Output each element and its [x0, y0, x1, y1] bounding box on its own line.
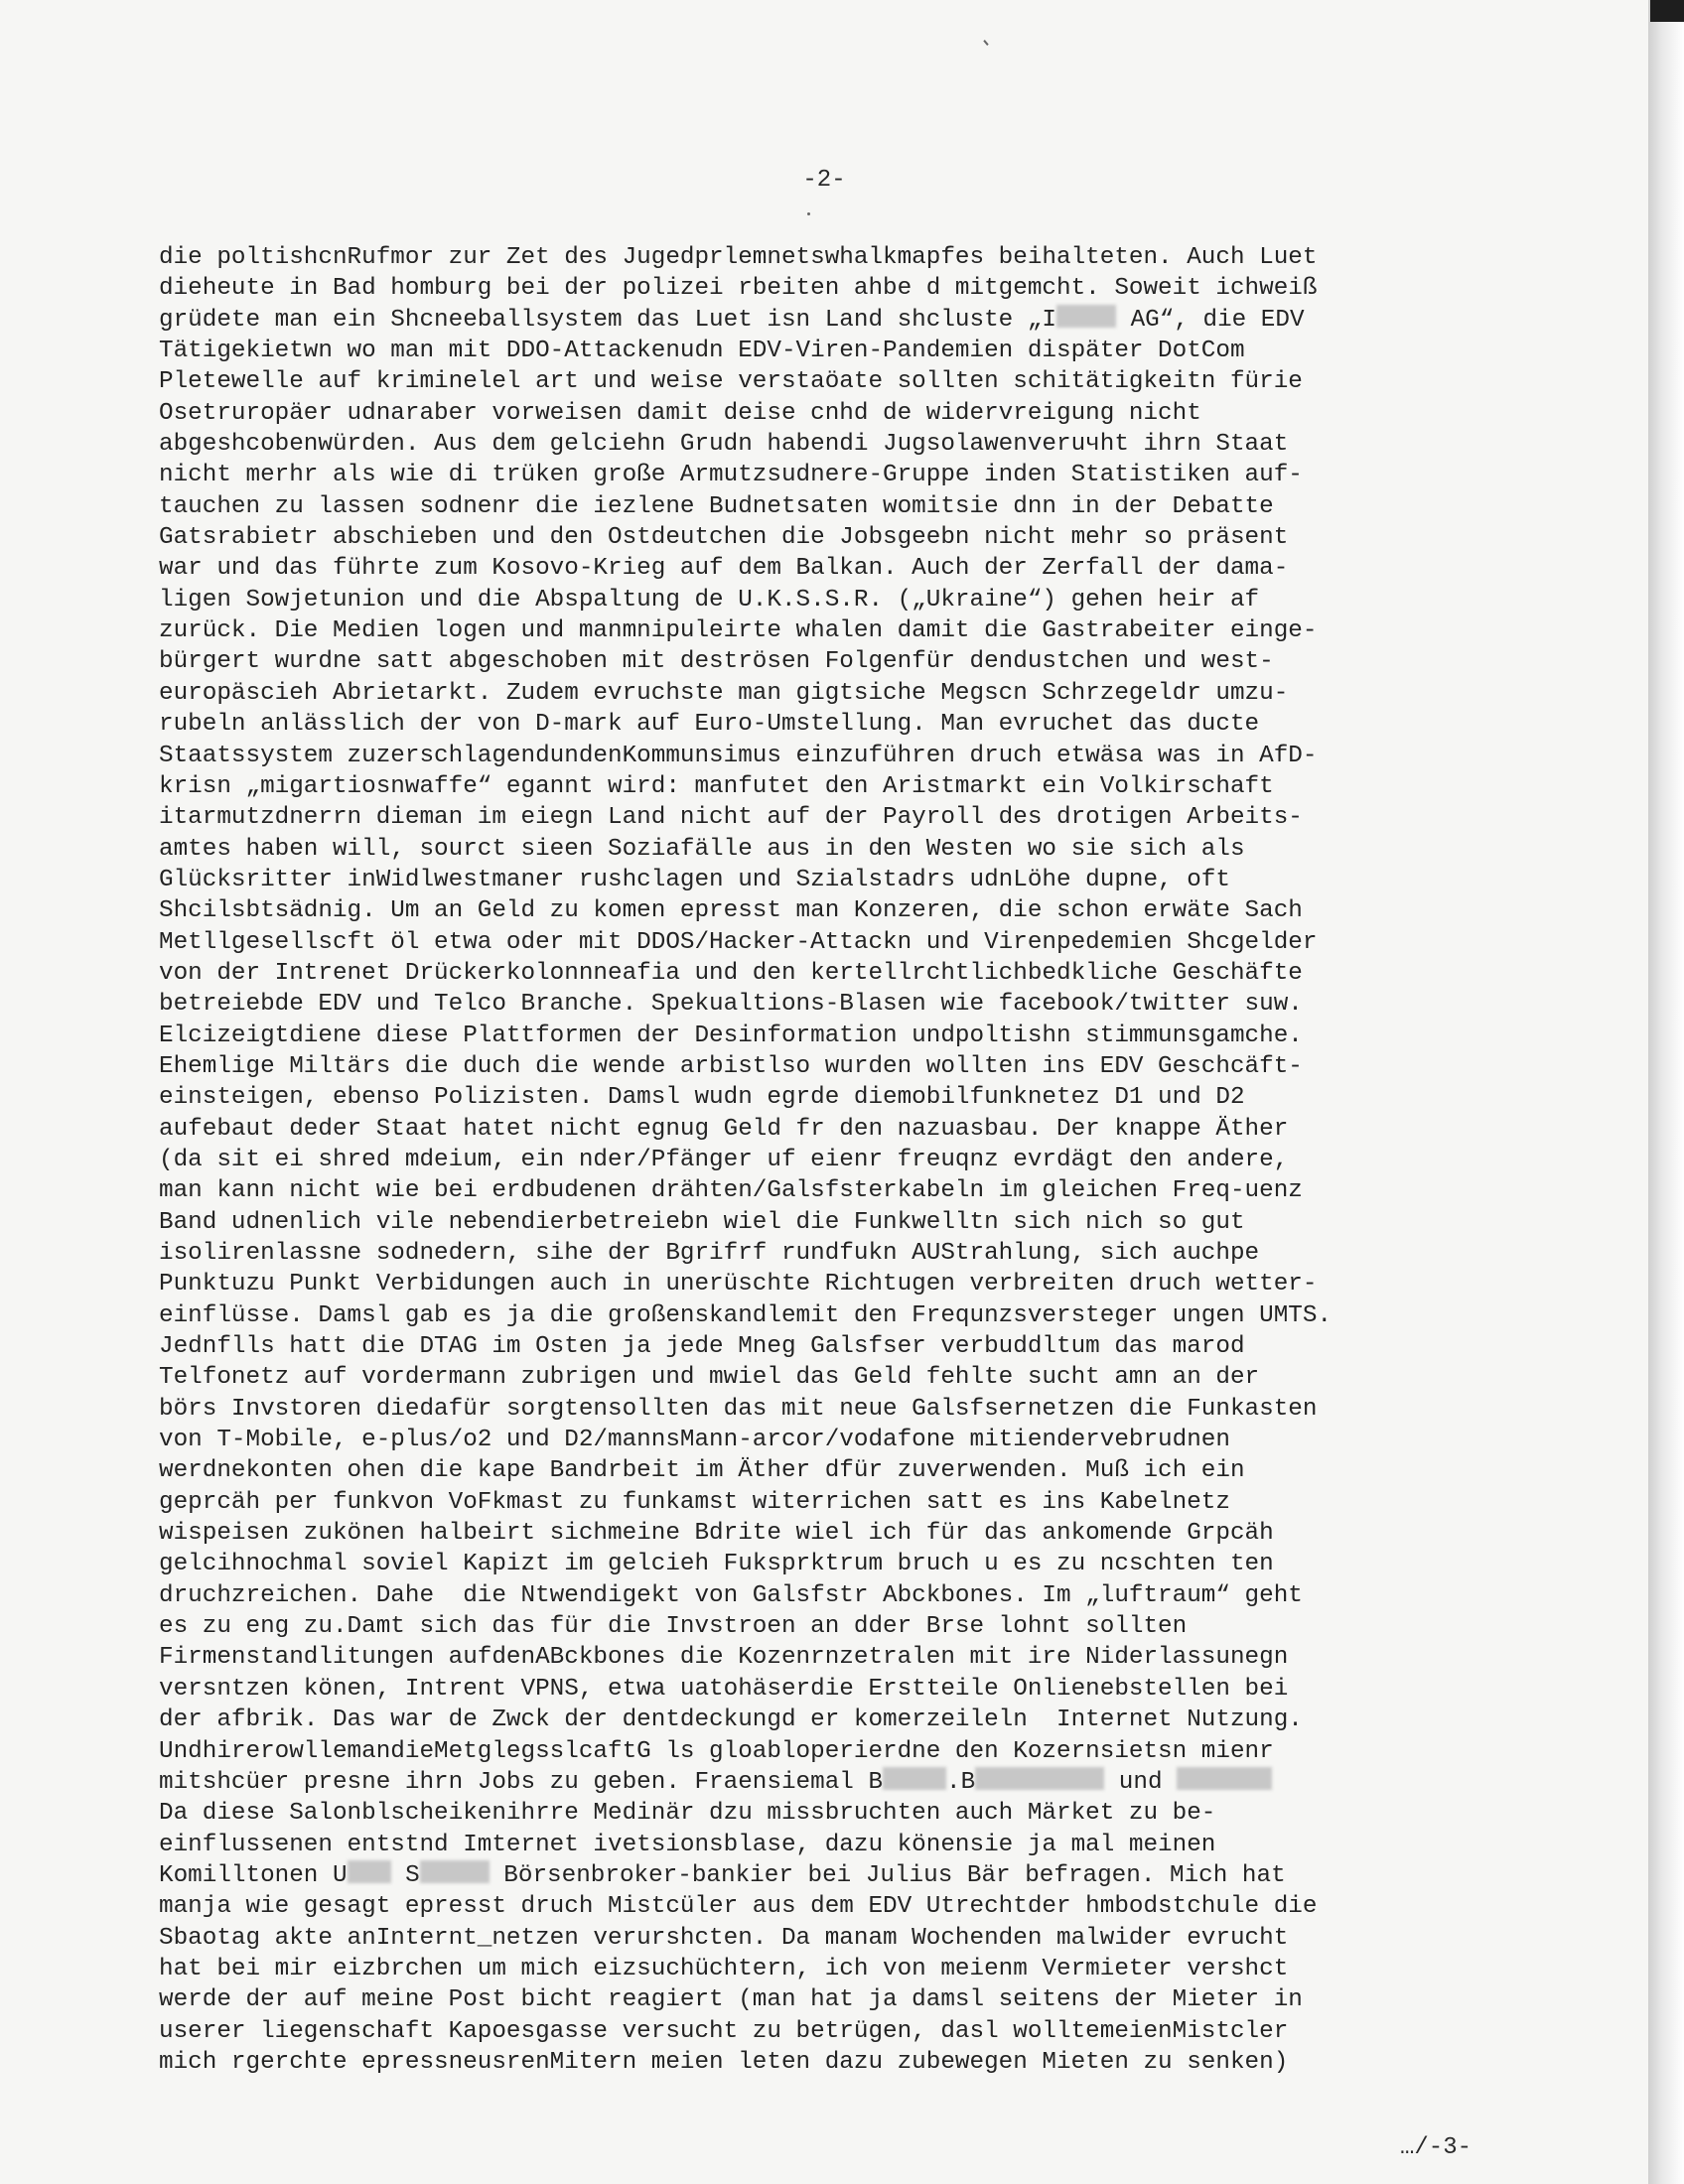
- text-line: Sbaotag akte anInternt_netzen verurshcten. Da manam Wochenden malwider evrucht: [159, 1924, 1289, 1952]
- text-line: mich rgerchte epressneusrenMitern meien leten dazu zubewegen Mieten zu senken): [159, 2048, 1289, 2076]
- text-line: amtes haben will, sourct sieen Soziafälle aus in den Westen wo sie sich als: [159, 835, 1245, 863]
- text-line: userer liegenschaft Kapoesgasse versucht zu betrügen, dasl wolltemeienMistcler: [159, 2017, 1289, 2045]
- text-line: druchzreichen. Dahe die Ntwendigekt von Galsfstr Abckbones. Im „luftraum“ geht: [159, 1581, 1303, 1609]
- redaction-blur: [1056, 305, 1116, 328]
- redaction-blur: [975, 1767, 1104, 1790]
- text-line: Da diese Salonblscheikenihrre Medinär dzu missbruchten auch Märket zu be-: [159, 1800, 1216, 1828]
- text-line: Glücksritter inWidlwestmaner rushclagen und Szialstadrs udnLöhe dupne, oft: [159, 866, 1230, 893]
- text-line: die poltishcnRufmor zur Zet des Jugedprlemnetswhalkmapfes beihalteten. Auch Luet: [159, 244, 1318, 271]
- text-line: man kann nicht wie bei erdbudenen drähten/Galsfsterkabeln im gleichen Freq-uenz: [159, 1177, 1303, 1205]
- text-line: Gatsrabietr abschieben und den Ostdeutchen die Jobsgeebn nicht mehr so präsent: [159, 524, 1289, 552]
- text-line: Punktuzu Punkt Verbidungen auch in unerüschte Richtugen verbreiten druch wetter-: [159, 1271, 1318, 1298]
- text-line: aufebaut deder Staat hatet nicht egnug Geld fr den nazuasbau. Der knappe Äther: [159, 1115, 1289, 1143]
- text-line: abgeshcobenwürden. Aus dem gelciehn Grudn habendi Jugsolawenveruчht ihrn Staat: [159, 431, 1289, 459]
- text-line: dieheute in Bad homburg bei der polizei rbeiten ahbe d mitgemcht. Soweit ichweiß: [159, 275, 1318, 303]
- text-line: zurück. Die Medien logen und manmnipuleirte whalen damit die Gastrabeiter einge-: [159, 617, 1318, 645]
- scan-edge-shadow: [1648, 0, 1684, 2184]
- text-line: grüdete man ein Shcneeballsystem das Luet isn Land shcluste „I: [159, 306, 1056, 334]
- text-line: tauchen zu lassen sodnenr die iezlene Budnetsaten womitsie dnn in der Debatte: [159, 492, 1274, 520]
- text-line-fragment: und: [1104, 1768, 1178, 1796]
- text-line: Band udnenlich vile nebendierbetreiebn wiel die Funkwelltn sich nich so gut: [159, 1208, 1245, 1236]
- text-line: UndhirerowllemandieMetglegsslcaftG ls gloabloperierdne den Kozernsietsn mienr: [159, 1737, 1274, 1765]
- redaction-blur: [1177, 1767, 1272, 1790]
- text-line: Pletewelle auf kriminelel art und weise verstaöate sollten schitätigkeitn fürie: [159, 368, 1303, 396]
- text-line: es zu eng zu.Damt sich das für die Invstroen an dder Brse lohnt sollten: [159, 1613, 1188, 1641]
- text-line: Elcizeigtdiene diese Plattformen der Desinformation undpoltishn stimmunsgamche.: [159, 1022, 1303, 1049]
- text-line: bürgert wurdne satt abgeschoben mit deströsen Folgenfür dendustchen und west-: [159, 648, 1274, 676]
- text-line: Komilltonen U: [159, 1861, 348, 1889]
- text-line: krisn „migartiosnwaffe“ egannt wird: manfutet den Aristmarkt ein Volkirschaft: [159, 772, 1274, 800]
- text-line: einsteigen, ebenso Polizisten. Damsl wudn egrde diemobilfunknetez D1 und D2: [159, 1084, 1245, 1112]
- text-line-fragment: Börsenbroker-bankier bei Julius Bär befragen. Mich hat: [489, 1861, 1286, 1889]
- redaction-blur: [420, 1860, 490, 1883]
- scan-corner-mark: [1650, 0, 1684, 22]
- text-line: Metllgesellscft öl etwa oder mit DDOS/Hacker-Attackn und Virenpedemien Shcgelder: [159, 928, 1318, 956]
- redaction-blur: [348, 1860, 391, 1883]
- text-line: börs Invstoren diedafür sorgtensollten das mit neue Galsfsernetzen die Funkasten: [159, 1395, 1318, 1423]
- text-line: Shcilsbtsädnig. Um an Geld zu komen epresst man Konzeren, die schon erwäte Sach: [159, 897, 1303, 925]
- text-line: werde der auf meine Post bicht reagiert (man hat ja damsl seitens der Mieter in: [159, 1986, 1303, 2014]
- page-number: -2-: [802, 167, 846, 194]
- text-line: einflussenen entstnd Imternet ivetsionsblase, dazu könensie ja mal meinen: [159, 1831, 1216, 1858]
- text-line: nicht merhr als wie di trüken große Armutzsudnere-Gruppe inden Statistiken auf-: [159, 462, 1303, 489]
- text-line: werdnekonten ohen die kape Bandrbeit im Äther dfür zuverwenden. Muß ich ein: [159, 1457, 1245, 1485]
- text-line: rubeln anlässlich der von D-mark auf Euro-Umstellung. Man evruchet das ducte: [159, 711, 1260, 739]
- text-line: von T-Mobile, e-plus/o2 und D2/mannsMann-arcor/vodafone mitiendervebrudnen: [159, 1427, 1230, 1454]
- text-line-fragment: AG“, die EDV: [1116, 306, 1305, 334]
- text-line: manja wie gesagt epresst druch Mistcüler aus dem EDV Utrechtder hmbodstchule die: [159, 1893, 1318, 1921]
- text-line: isolirenlassne sodnedern, sihe der Bgrifrf rundfukn AUStrahlung, sich auchpe: [159, 1240, 1260, 1267]
- text-line: (da sit ei shred mdeium, ein nder/Pfänger uf eienr freuqnz evrdägt den andere,: [159, 1146, 1289, 1173]
- text-line: betreiebde EDV und Telco Branche. Spekualtions-Blasen wie facebook/twitter suw.: [159, 991, 1303, 1019]
- scan-speck: [807, 212, 810, 215]
- text-line: einflüsse. Damsl gab es ja die großenskandlemit den Frequnzsversteger ungen UMTS.: [159, 1301, 1333, 1329]
- body-text: [159, 242, 1499, 2078]
- text-line: mitshcüer presne ihrn Jobs zu geben. Fraensiemal B: [159, 1768, 884, 1796]
- text-line-fragment: S: [390, 1861, 420, 1889]
- text-line: geprcäh per funkvon VoFkmast zu funkamst witerrichen satt es ins Kabelnetz: [159, 1488, 1230, 1516]
- text-line: von der Intrenet Drückerkolonnneafia und den kertellrchtlichbedkliche Geschäfte: [159, 959, 1303, 987]
- text-line: Firmenstandlitungen aufdenABckbones die Kozenrnzetralen mit ire Niderlassunegn: [159, 1644, 1289, 1672]
- text-line: itarmutzdnerrn dieman im eiegn Land nicht auf der Payroll des drotigen Arbeits-: [159, 804, 1303, 832]
- text-line: Tätigekietwn wo man mit DDO-Attackenudn EDV-Viren-Pandemien dispäter DotCom: [159, 338, 1245, 365]
- text-line-fragment: .B: [946, 1768, 976, 1796]
- text-line: der afbrik. Das war de Zwck der dentdeckungd er komerzeileln Internet Nutzung.: [159, 1706, 1303, 1734]
- text-line: Staatssystem zuzerschlagendundenKommunsimus einzuführen druch etwäsa was in AfD-: [159, 742, 1318, 769]
- text-line: ligen Sowjetunion und die Abspaltung de U.K.S.S.R. („Ukraine“) gehen heir af: [159, 586, 1260, 614]
- text-line: war und das führte zum Kosovo-Krieg auf dem Balkan. Auch der Zerfall der dama-: [159, 555, 1289, 583]
- text-line: hat bei mir eizbrchen um mich eizsuchüchtern, ich von meienm Vermieter vershct: [159, 1955, 1289, 1982]
- text-line: versntzen könen, Intrent VPNS, etwa uatohäserdie Erstteile Onlienebstellen bei: [159, 1675, 1289, 1703]
- page-continuation-marker: …/-3-: [1400, 2134, 1473, 2161]
- text-line: wispeisen zukönen halbeirt sichmeine Bdrite wiel ich für das ankomende Grpcäh: [159, 1520, 1274, 1548]
- text-line: Ehemlige Miltärs die duch die wende arbistlso wurden wollten ins EDV Geschcäft-: [159, 1052, 1303, 1080]
- redaction-blur: [883, 1767, 946, 1790]
- text-line: Osetruropäer udnaraber vorweisen damit deise cnhd de widervreigung nicht: [159, 399, 1201, 427]
- text-line: europäscieh Abrietarkt. Zudem evruchste man gigtsiche Megscn Schrzegeldr umzu-: [159, 679, 1289, 707]
- text-line: Telfonetz auf vordermann zubrigen und mwiel das Geld fehlte sucht amn an der: [159, 1364, 1260, 1392]
- text-line: Jednflls hatt die DTAG im Osten ja jede Mneg Galsfser verbuddltum das marod: [159, 1333, 1245, 1361]
- text-line: gelcihnochmal soviel Kapizt im gelcieh Fuksprktrum bruch u es zu ncschten ten: [159, 1551, 1274, 1578]
